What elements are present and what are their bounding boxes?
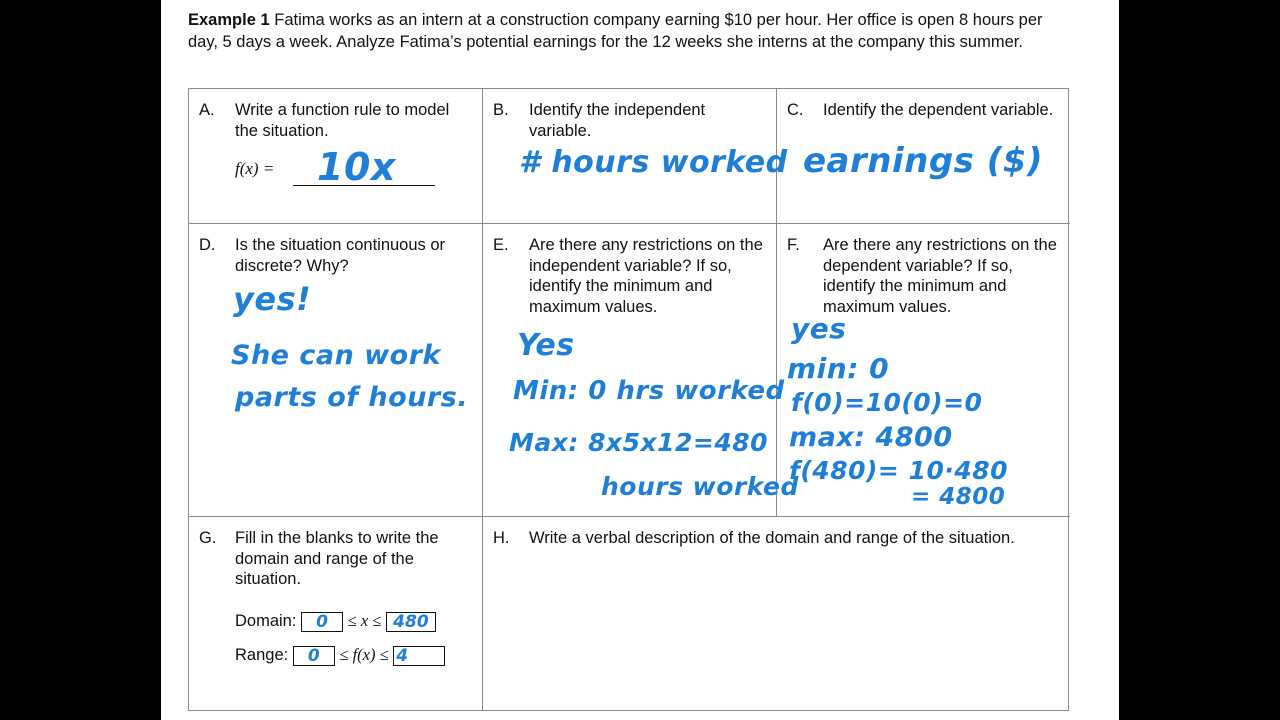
question-e	[493, 235, 768, 317]
domain-label: Domain:	[235, 612, 297, 630]
cell-b	[483, 89, 788, 224]
handwritten-answer-line: parts of hours.	[235, 382, 469, 413]
handwritten-answer: 10x	[317, 145, 396, 189]
range-relation: ≤ f(x) ≤	[339, 645, 389, 664]
question-b	[493, 100, 768, 141]
question-letter: E.	[493, 236, 509, 254]
handwritten-answer: # hours worked	[519, 145, 788, 180]
function-label: f(x) =	[235, 159, 275, 178]
question-c	[787, 100, 1062, 121]
domain-relation: ≤ x ≤	[347, 611, 382, 630]
handwritten-answer: earnings ($)	[803, 141, 1043, 181]
domain-row	[235, 611, 436, 632]
question-letter: B.	[493, 101, 509, 119]
domain-max-box[interactable]: 480	[386, 612, 436, 632]
handwritten-answer-line: f(480)= 10·480	[789, 456, 1009, 485]
handwritten-answer-line: hours worked	[601, 472, 799, 501]
question-text: Are there any restrictions on the dependent variable? If so, identify the minimum and maximum values.	[823, 236, 1057, 316]
handwritten-answer-line: = 4800	[911, 484, 1006, 510]
question-letter: F.	[787, 236, 800, 254]
question-a	[199, 100, 474, 141]
handwritten-answer-line: Min: 0 hrs worked	[513, 376, 785, 406]
handwritten-answer-line: yes!	[233, 280, 312, 318]
example-label: Example 1	[188, 11, 270, 29]
handwritten-answer-line: min: 0	[787, 352, 890, 385]
range-max-box[interactable]: 4	[393, 646, 445, 666]
range-min-box[interactable]: 0	[293, 646, 335, 666]
question-text: Fill in the blanks to write the domain and range of the situation.	[235, 529, 439, 588]
question-letter: G.	[199, 529, 217, 547]
cell-g	[189, 517, 483, 710]
handwritten-answer-line: Yes	[517, 328, 575, 363]
worksheet-page	[161, 0, 1119, 720]
question-text: Write a function rule to model the situation.	[235, 101, 450, 140]
cell-c	[777, 89, 1070, 224]
question-d	[199, 235, 474, 276]
question-letter: D.	[199, 236, 216, 254]
question-text: Is the situation continuous or discrete? Why?	[235, 236, 446, 275]
domain-min-box[interactable]: 0	[301, 612, 343, 632]
question-grid	[188, 88, 1069, 711]
question-letter: A.	[199, 101, 215, 119]
cell-f	[777, 224, 1070, 517]
range-row	[235, 645, 445, 666]
question-letter: C.	[787, 101, 804, 119]
question-text: Identify the independent variable.	[529, 101, 706, 140]
example-text: Fatima works as an intern at a construction company earning $10 per hour. Her office is open 8 hours per day, 5 days a week. Analyze Fatima’s potential earnings for the 12 weeks she interns at the company this summer.	[188, 11, 1043, 51]
range-label: Range:	[235, 646, 289, 664]
handwritten-answer-line: f(0)=10(0)=0	[791, 388, 983, 417]
question-letter: H.	[493, 529, 510, 547]
example-intro	[188, 10, 1058, 53]
cell-h	[483, 517, 1070, 710]
cell-a	[189, 89, 483, 224]
question-f	[787, 235, 1062, 317]
handwritten-answer-line: max: 4800	[789, 422, 953, 453]
cell-e	[483, 224, 799, 517]
question-text: Are there any restrictions on the independent variable? If so, identify the minimum and maximum values.	[529, 236, 763, 316]
question-text: Identify the dependent variable.	[823, 101, 1054, 119]
question-g	[199, 528, 474, 590]
handwritten-answer-line: Max: 8x5x12=480	[509, 428, 769, 457]
handwritten-answer-line: She can work	[231, 340, 441, 371]
cell-d	[189, 224, 483, 517]
handwritten-answer-line: yes	[791, 312, 847, 345]
question-text: Write a verbal description of the domain and range of the situation.	[529, 529, 1015, 547]
question-h	[493, 528, 1062, 549]
